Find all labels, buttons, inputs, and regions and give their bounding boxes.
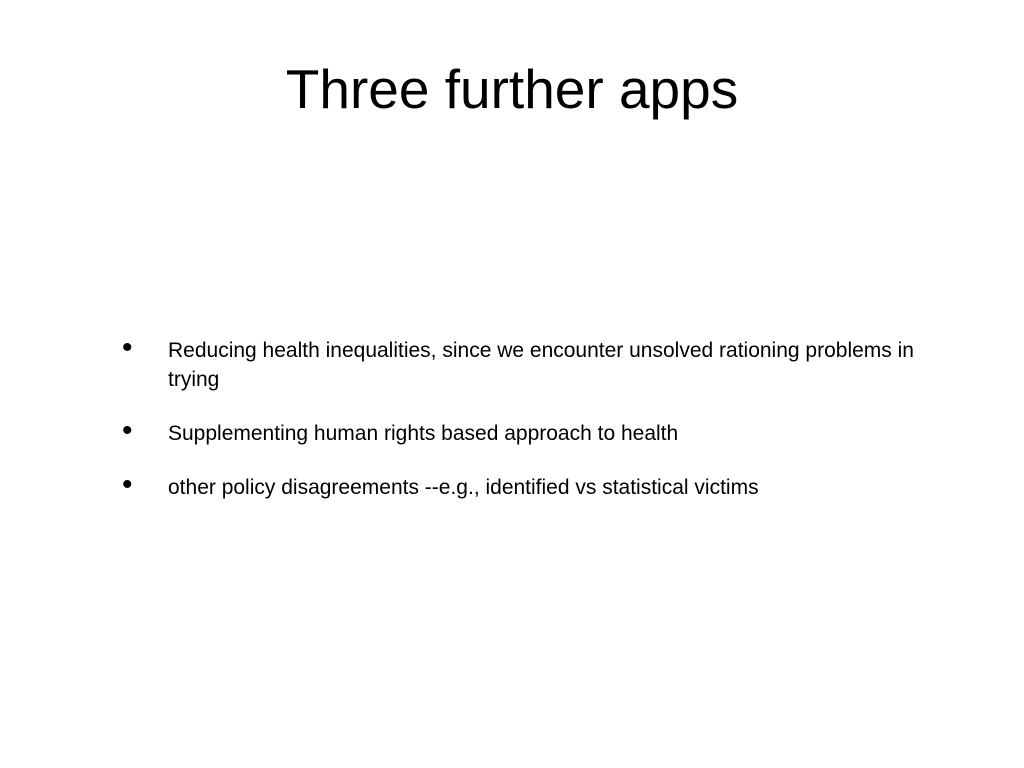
bullet-dot-icon: • — [122, 468, 133, 501]
bullet-dot-icon: • — [122, 331, 133, 364]
bullet-item-policy-disagreements — [118, 468, 938, 502]
bullet-text: Supplementing human rights based approach to health — [168, 422, 679, 445]
bullet-list — [118, 331, 938, 502]
bullet-text: other policy disagreements --e.g., identified vs statistical victims — [168, 476, 759, 499]
bullet-item-human-rights — [118, 414, 938, 448]
slide-title: Three further apps — [285, 58, 739, 120]
bullet-dot-icon: • — [122, 414, 133, 447]
bullet-text: Reducing health inequalities, since we encounter unsolved rationing problems in trying — [168, 339, 914, 391]
bullet-item-inequalities — [118, 331, 938, 394]
